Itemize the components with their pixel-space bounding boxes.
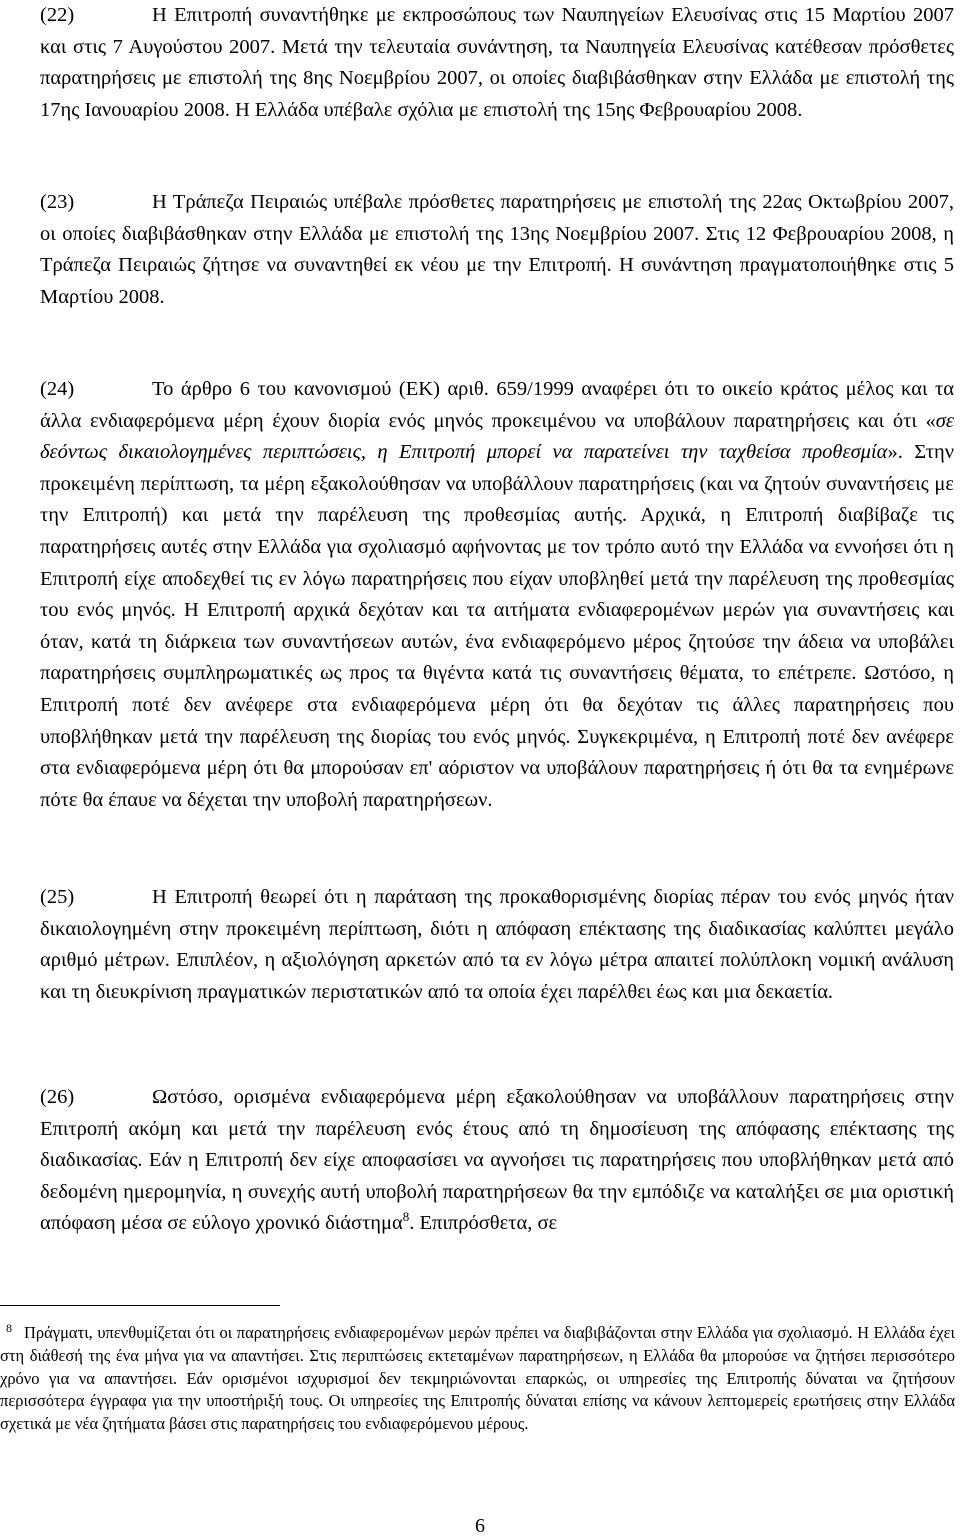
page-number: 6: [475, 1515, 485, 1537]
footnote-reference[interactable]: 8: [402, 1209, 410, 1225]
footnote-text: Πράγματι, υπενθυμίζεται ότι οι παρατηρήσεις ενδιαφερομένων μερών πρέπει να διαβιβάζονται στην Ελλάδα για σχολιασμό. Η Ελλάδα έχει στη διάθεσή της ένα μήνα για να απαντήσει. Στις περιπτώσεις εκτεταμένων παρατηρήσεων, η Ελλάδα θα μπορούσε να ζητήσει περισσότερο χρόνο για να απαντήσει. Εάν ορισμένοι ισχυρισμοί δεν τεκμηριώνονται επαρκώς, οι υπηρεσίες της Επιτροπής δύναται να ζητήσουν περισσότερα έγγραφα για την υποστήριξή τους. Οι υπηρεσίες της Επιτροπής δύναται επίσης να κάνουν λεπτομερείς ερωτήσεις στην Ελλάδα σχετικά με νέα ζητήματα βάσει στις παρατηρήσεις του ενδιαφερόμενου μέρους.: [0, 1323, 955, 1434]
paragraph-text-continued: . Επιπρόσθετα, σε: [409, 1212, 558, 1235]
paragraph-22: [40, 0, 954, 126]
paragraph-23: [40, 187, 954, 313]
quoted-italic-text: σε δεόντως δικαιολογημένες περιπτώσεις, η Επιτροπή μπορεί να παρατείνει την ταχθείσα προθεσμία: [40, 409, 954, 464]
paragraph-25: [40, 882, 954, 1008]
paragraph-text: Η Επιτροπή θεωρεί ότι η παράταση της προκαθορισμένης διορίας πέραν του ενός μηνός ήταν δικαιολογημένη στην προκειμένη περίπτωση, διότι η απόφαση επέκτασης της διαδικασίας καλύπτει μεγάλο αριθμό μέτρων. Επιπλέον, η αξιολόγηση αρκετών από τα εν λόγω μέτρα απαιτεί πολύπλοκη νομική ανάλυση και τη διευκρίνιση πραγματικών περιστατικών από τα οποία έχει παρέλθει έως και μια δεκαετία.: [40, 886, 954, 1003]
footnote-separator: [0, 1305, 280, 1306]
paragraph-text: Η Τράπεζα Πειραιώς υπέβαλε πρόσθετες παρατηρήσεις με επιστολή της 22ας Οκτωβρίου 2007, οι οποίες διαβιβάσθηκαν στην Ελλάδα με επιστολή της 13ης Νοεμβρίου 2007. Στις 12 Φεβρουαρίου 2008, η Τράπεζα Πειραιώς ζήτησε να συναντηθεί εκ νέου με την Επιτροπή. Η συνάντηση πραγματοποιήθηκε στις 5 Μαρτίου 2008.: [40, 191, 954, 308]
footnote-mark: 8: [6, 1321, 12, 1335]
paragraph-number: (24): [40, 378, 75, 400]
paragraph-24: [40, 374, 954, 816]
paragraph-text: Το άρθρο 6 του κανονισμού (ΕΚ) αριθ. 659/1999 αναφέρει ότι το οικείο κράτος μέλος και τα άλλα ενδιαφερόμενα μέρη έχουν διορία ενός μηνός προκειμένου να υποβάλουν παρατηρήσεις και ότι «: [40, 378, 954, 432]
paragraph-number: (25): [40, 886, 75, 908]
paragraph-number: (22): [40, 4, 75, 26]
footnote-8: [0, 1317, 955, 1436]
paragraph-26: [40, 1082, 954, 1240]
paragraph-text-continued: ». Στην προκειμένη περίπτωση, τα μέρη εξακολούθησαν να υποβάλλουν παρατηρήσεις (και να ζητούν συναντήσεις με την Επιτροπή) και μετά την παρέλευση της προθεσμίας αυτής. Αρχικά, η Επιτροπή διαβίβαζε τις παρατηρήσεις αυτές στην Ελλάδα για σχολιασμό αφήνοντας με τον τρόπο αυτό την Ελλάδα να εννοήσει ότι η Επιτροπή είχε αποδεχθεί τις εν λόγω παρατηρήσεις που είχαν υποβληθεί μετά την παρέλευση της προθεσμίας του ενός μηνός. Η Επιτροπή αρχικά δεχόταν και τα αιτήματα ενδιαφερομένων μερών για συναντήσεις και όταν, κατά τη διάρκεια των συναντήσεων αυτών, ένα ενδιαφερόμενο μέρος ζητούσε την άδεια να υποβάλει παρατηρήσεις συμπληρωματικές ως προς τα θιγέντα κατά τις συναντήσεις θέματα, το επέτρεπε. Ωστόσο, η Επιτροπή ποτέ δεν ανέφερε στα ενδιαφερόμενα μέρη ότι θα δεχόταν τις άλλες παρατηρήσεις που υποβλήθηκαν μετά την παρέλευση της διορίας του ενός μηνός. Συγκεκριμένα, η Επιτροπή ποτέ δεν ανέφερε στα ενδιαφερόμενα μέρη ότι θα μπορούσαν επ' αόριστον να υποβάλουν παρατηρήσεις ή ότι θα τα ενημέρωνε πότε θα έπαυε να δέχεται την υποβολή παρατηρήσεων.: [40, 441, 955, 811]
paragraph-text: Η Επιτροπή συναντήθηκε με εκπροσώπους των Ναυπηγείων Ελευσίνας στις 15 Μαρτίου 2007 και στις 7 Αυγούστου 2007. Μετά την τελευταία συνάντηση, τα Ναυπηγεία Ελευσίνας κατέθεσαν πρόσθετες παρατηρήσεις με επιστολή της 8ης Νοεμβρίου 2007, οι οποίες διαβιβάσθηκαν στην Ελλάδα με επιστολή της 17ης Ιανουαρίου 2008. Η Ελλάδα υπέβαλε σχόλια με επιστολή της 15ης Φεβρουαρίου 2008.: [40, 4, 954, 121]
paragraph-number: (23): [40, 191, 75, 213]
paragraph-text: Ωστόσο, ορισμένα ενδιαφερόμενα μέρη εξακολούθησαν να υποβάλλουν παρατηρήσεις στην Επιτροπή ακόμη και μετά την παρέλευση ενός έτους από τη δημοσίευση της απόφασης επέκτασης της διαδικασίας. Εάν η Επιτροπή δεν είχε αποφασίσει να αγνοήσει τις παρατηρήσεις που υποβλήθηκαν μετά από δεδομένη ημερομηνία, η συνεχής αυτή υποβολή παρατηρήσεων θα την εμπόδιζε να καταλήξει σε μια οριστική απόφαση μέσα σε εύλογο χρονικό διάστημα: [40, 1086, 954, 1235]
paragraph-number: (26): [40, 1086, 75, 1108]
